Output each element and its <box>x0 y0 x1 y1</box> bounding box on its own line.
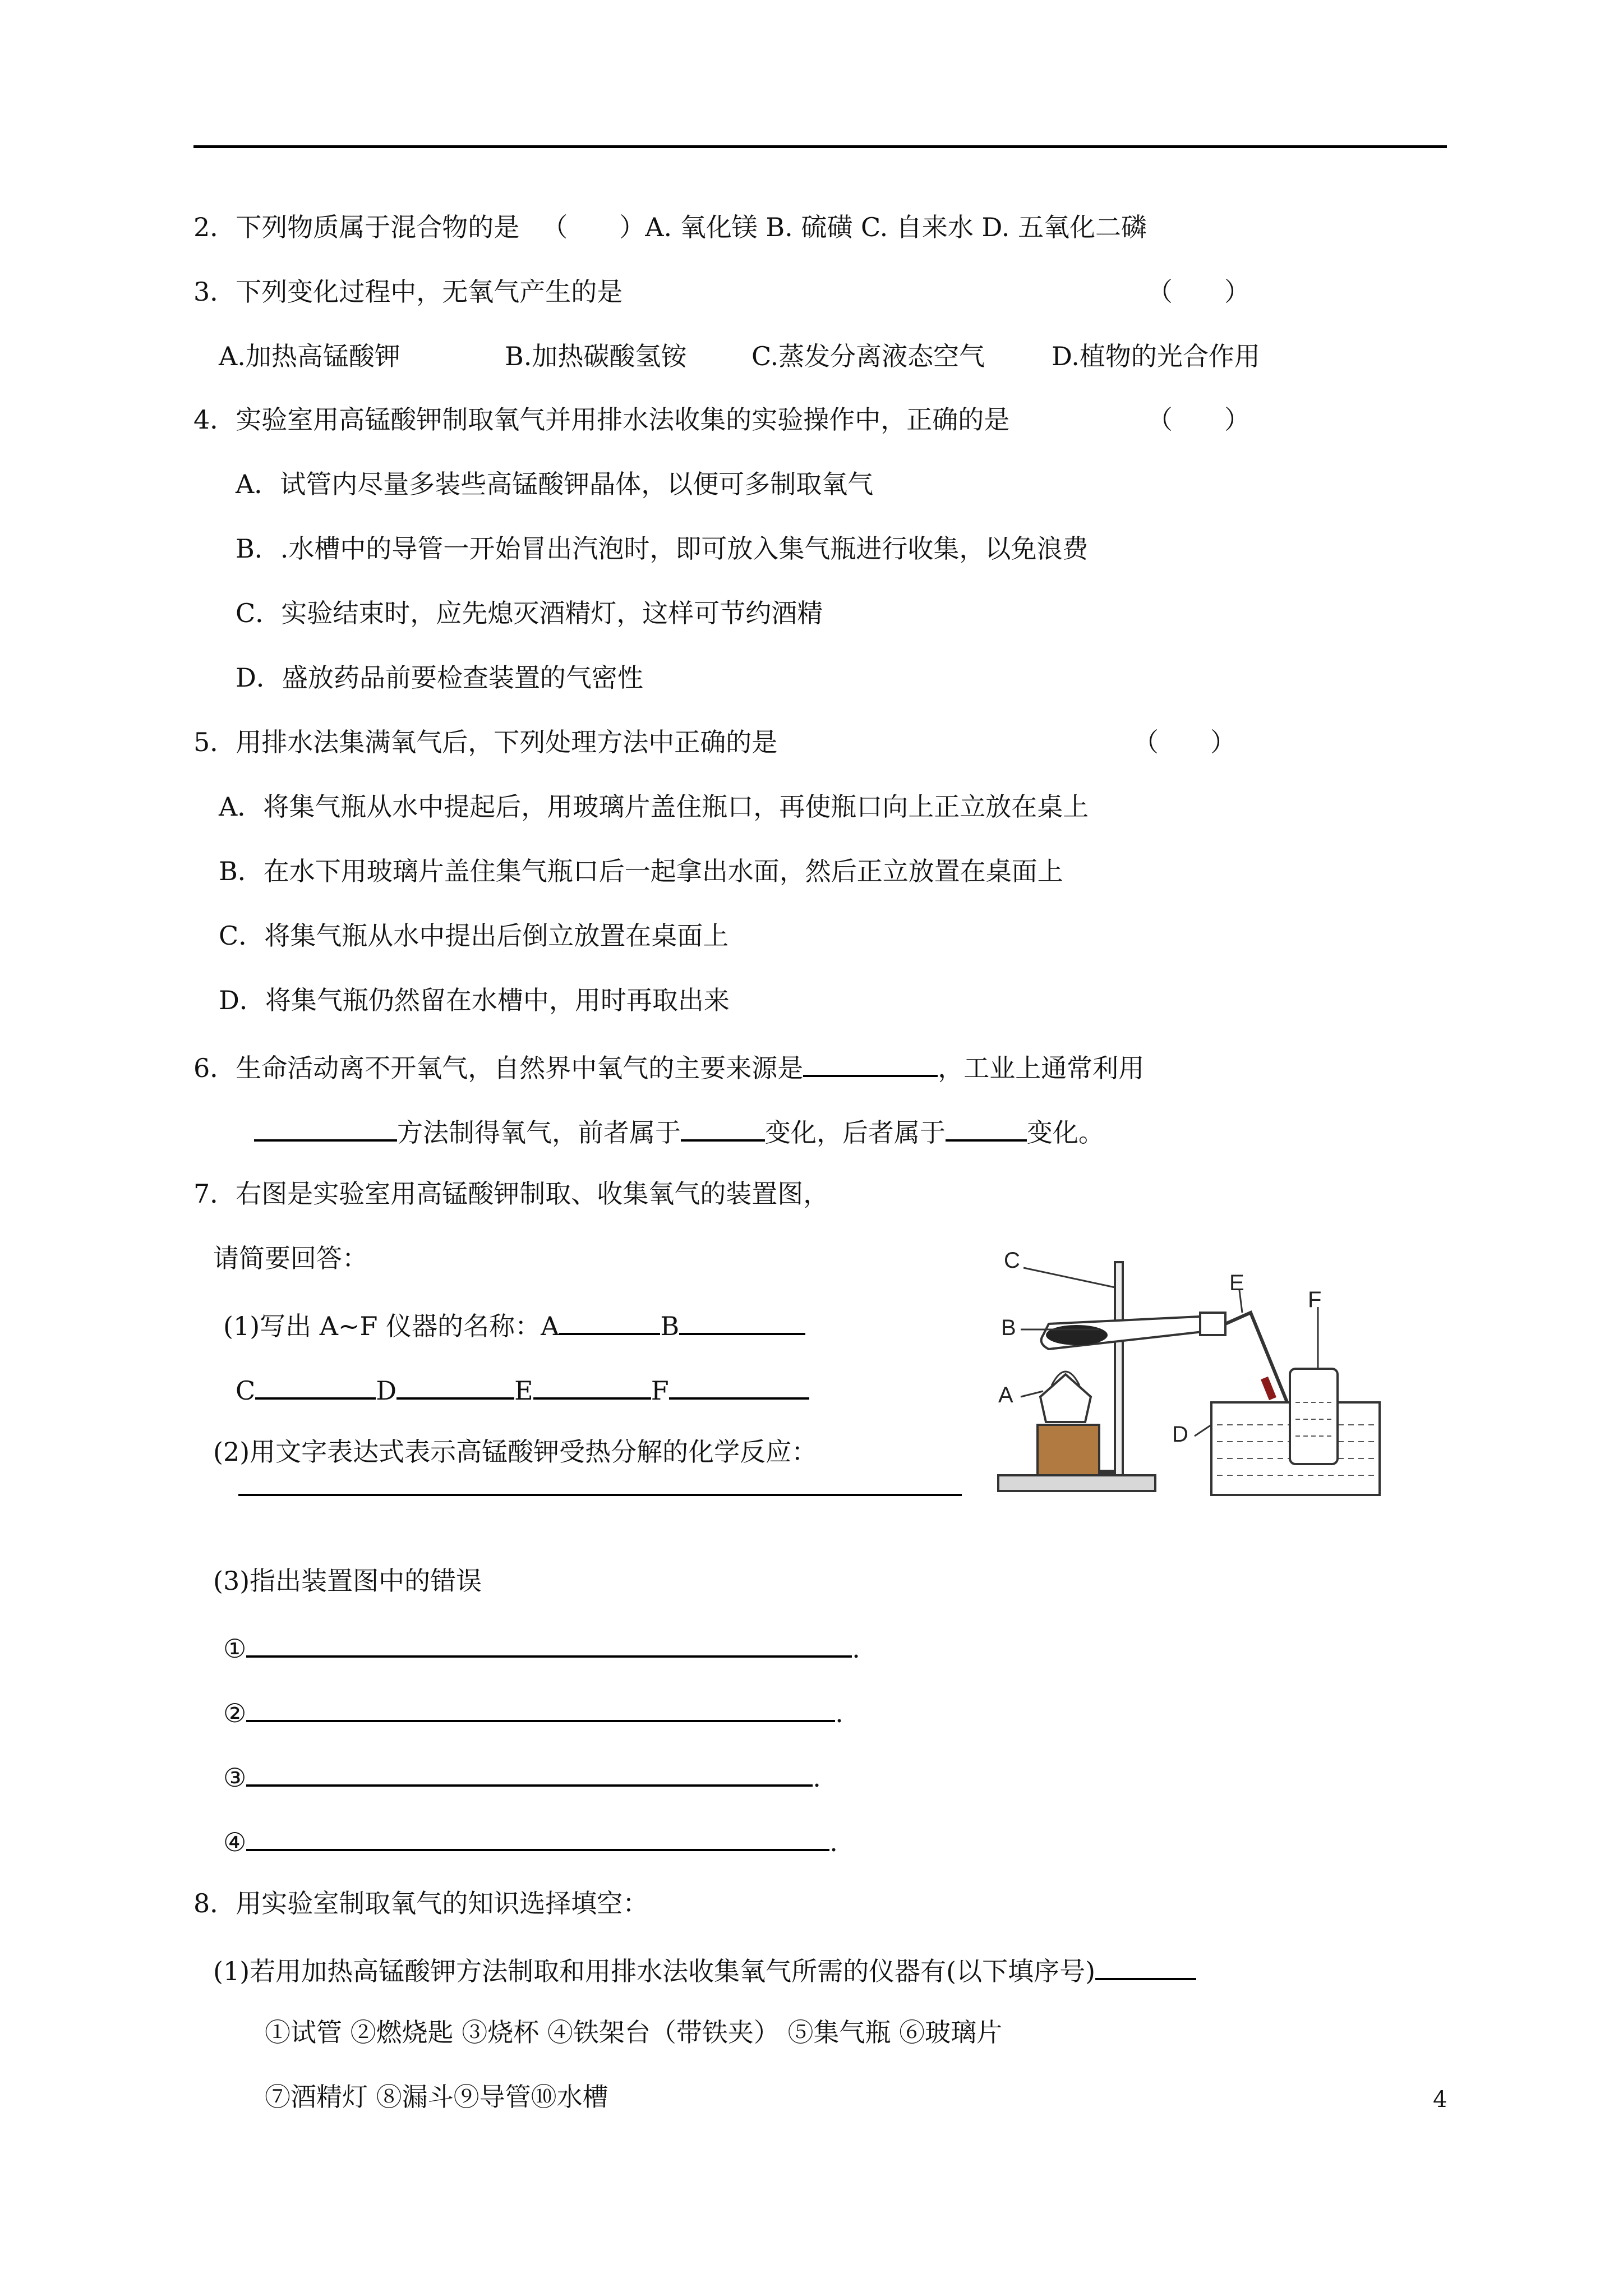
question-6: 6．生命活动离不开氧气，自然界中氧气的主要来源是 ，工业上通常利用 <box>193 1048 1144 1085</box>
question-5-option-b: B．在水下用玻璃片盖住集气瓶口后一起拿出水面，然后正立放置在桌面上 <box>219 856 1063 886</box>
label-c: C <box>1004 1248 1020 1273</box>
label-d: D <box>1172 1422 1188 1447</box>
error-line-3: ③ . <box>223 1757 821 1795</box>
answer-blank-b <box>679 1306 805 1335</box>
answer-blank-f <box>669 1370 809 1400</box>
apparatus-svg <box>987 1245 1391 1515</box>
question-5-option-a: A．将集气瓶从水中提起后，用玻璃片盖住瓶口，再使瓶口向上正立放在桌上 <box>219 792 1089 822</box>
answer-blank-e <box>533 1370 651 1400</box>
question-4: 4．实验室用高锰酸钾制取氧气并用排水法收集的实验操作中，正确的是 <box>193 404 1010 435</box>
answer-blank-c <box>255 1370 376 1400</box>
answer-blank-a <box>559 1306 660 1335</box>
question-8-items-1: ①试管 ②燃烧匙 ③烧杯 ④铁架台（带铁夹） ⑤集气瓶 ⑥玻璃片 <box>265 2017 1003 2047</box>
answer-blank <box>681 1112 765 1142</box>
answer-blank <box>946 1112 1027 1142</box>
question-8: 8．用实验室制取氧气的知识选择填空： <box>193 1888 649 1918</box>
error-line-2: ② . <box>223 1693 843 1730</box>
question-5-option-c: C．将集气瓶从水中提出后倒立放置在桌面上 <box>219 921 729 951</box>
question-7-part1-cont: C D E F <box>236 1370 809 1407</box>
label-f: F <box>1308 1287 1322 1312</box>
question-7-part3: (3)指出装置图中的错误 <box>213 1566 482 1596</box>
header-rule <box>193 145 1447 148</box>
question-4-option-b: B．.水槽中的导管一开始冒出汽泡时，即可放入集气瓶进行收集，以免浪费 <box>236 533 1089 564</box>
question-7: 7．右图是实验室用高锰酸钾制取、收集氧气的装置图， <box>193 1179 829 1209</box>
question-5-paren: （ ） <box>1133 727 1236 757</box>
error-line-1: ① . <box>223 1628 860 1665</box>
question-7-part1: (1)写出 A~F 仪器的名称：A B <box>223 1306 805 1343</box>
answer-blank <box>246 1822 829 1851</box>
question-4-option-a: A．试管内尽量多装些高锰酸钾晶体，以便可多制取氧气 <box>236 469 874 499</box>
label-a: A <box>998 1383 1013 1407</box>
error-line-4: ④ . <box>223 1822 838 1859</box>
question-3: 3．下列变化过程中，无氧气产生的是 <box>193 277 623 307</box>
answer-blank-equation <box>238 1494 962 1496</box>
question-8-items-2: ⑦酒精灯 ⑧漏斗⑨导管⑩水槽 <box>265 2082 608 2112</box>
question-4-option-c: C．实验结束时，应先熄灭酒精灯，这样可节约酒精 <box>236 598 823 628</box>
answer-blank <box>246 1693 835 1722</box>
answer-blank <box>246 1757 813 1787</box>
answer-blank-d <box>396 1370 514 1400</box>
question-4-paren: （ ） <box>1147 404 1250 435</box>
question-5-option-d: D．将集气瓶仍然留在水槽中，用时再取出来 <box>219 985 730 1015</box>
question-7-part2: (2)用文字表达式表示高锰酸钾受热分解的化学反应： <box>213 1437 818 1467</box>
question-3-options: A.加热高锰酸钾 B.加热碳酸氢铵 C.蒸发分离液态空气 D.植物的光合作用 <box>219 341 1260 371</box>
label-e: E <box>1229 1271 1244 1295</box>
answer-blank <box>246 1628 852 1658</box>
question-7-sub: 请简要回答： <box>213 1243 368 1273</box>
page-number: 4 <box>1433 2087 1447 2113</box>
question-6-cont: 方法制得氧气，前者属于 变化，后者属于 变化。 <box>254 1112 1104 1149</box>
answer-blank <box>1095 1951 1196 1980</box>
question-4-option-d: D．盛放药品前要检查装置的气密性 <box>236 662 643 693</box>
answer-blank <box>254 1112 397 1142</box>
question-2: 2．下列物质属于混合物的是 （ ）A. 氧化镁 B. 硫磺 C. 自来水 D. 五氧化二磷 <box>193 212 1147 242</box>
question-3-paren: （ ） <box>1147 277 1250 307</box>
question-8-part1: (1)若用加热高锰酸钾方法制取和用排水法收集氧气所需的仪器有(以下填序号) <box>213 1951 1196 1988</box>
label-b: B <box>1001 1315 1016 1340</box>
apparatus-diagram <box>987 1245 1391 1515</box>
question-5: 5．用排水法集满氧气后，下列处理方法中正确的是 <box>193 727 778 757</box>
answer-blank <box>803 1048 938 1077</box>
